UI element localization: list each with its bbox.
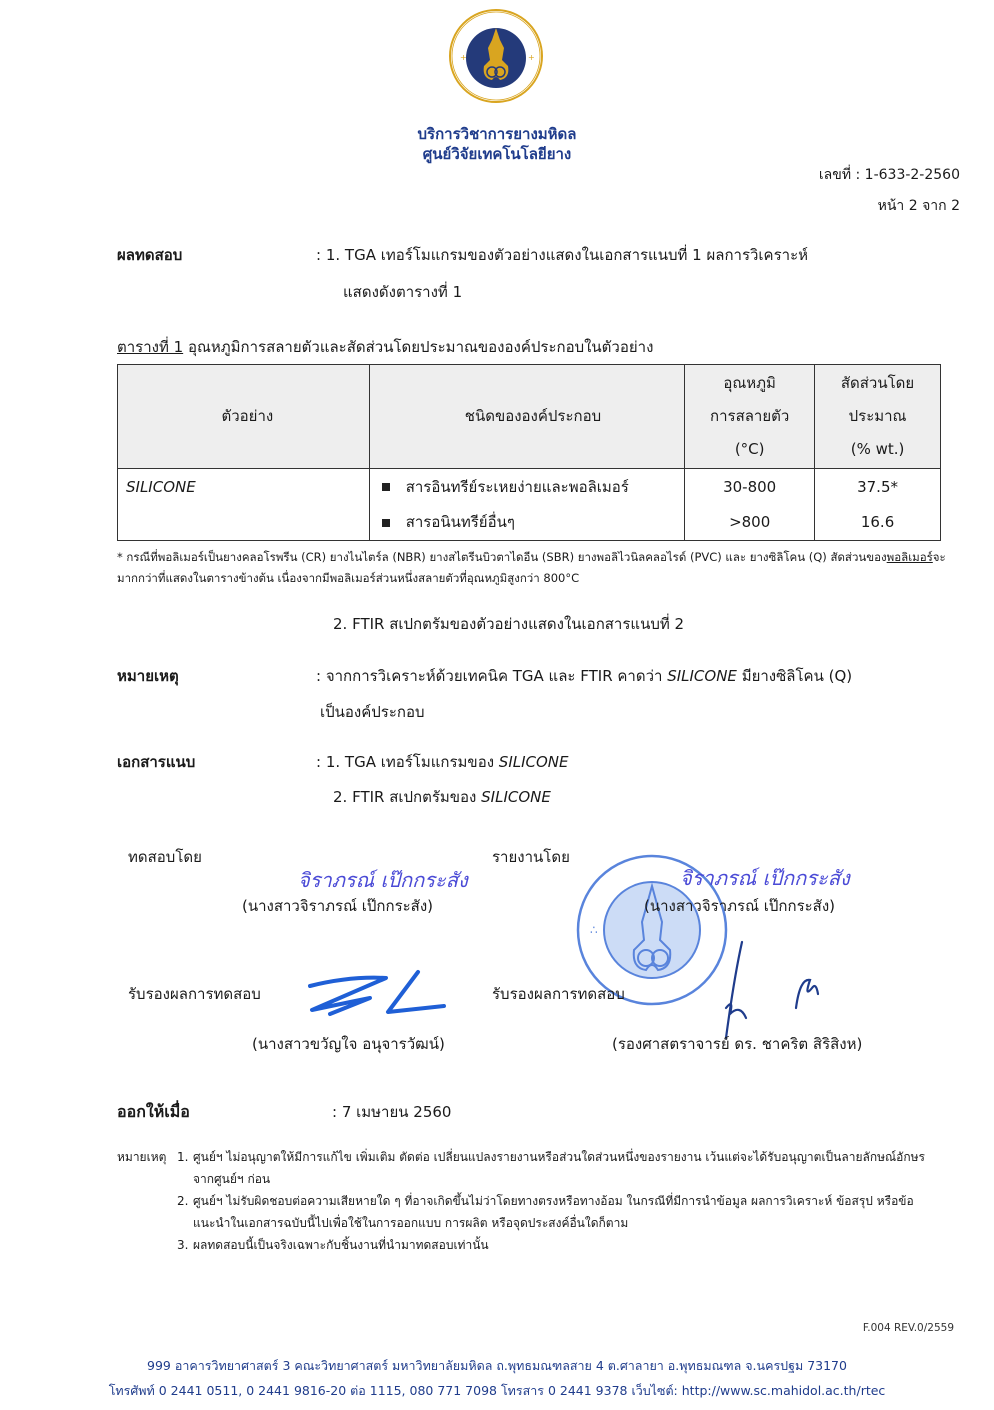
cell-temperature: 30-800 (685, 469, 815, 505)
form-number: F.004 REV.0/2559 (862, 1322, 954, 1334)
square-bullet-icon (382, 519, 390, 527)
table-row (118, 469, 941, 505)
note-text-end: มียางซิลิโคน (Q) (736, 667, 853, 685)
attachments-label: เอกสารแนบ (117, 753, 196, 771)
footnote-underlined: พอลิเมอร์ (886, 550, 933, 564)
table-header-row (118, 365, 941, 469)
cell-component (369, 505, 685, 541)
remark-number: 1. (177, 1150, 189, 1164)
remarks-list (177, 1146, 937, 1256)
remark-text: ศูนย์ฯ ไม่อนุญาตให้มีการแก้ไข เพิ่มเติม ตัดต่อ เปลี่ยนแปลงรายงานหรือส่วนใดส่วนหนึ่งของรายงาน เว้นแต่จะได้รับอนุญาตเป็นลายลักษณ์อักษรจากศูนย์ฯ ก่อน (193, 1150, 925, 1186)
table-caption (117, 337, 653, 357)
document-number: เลขที่ : 1-633-2-2560 (818, 167, 960, 183)
cell-component-text: สารอินทรีย์ระเหยง่ายและพอลิเมอร์ (405, 477, 629, 496)
note-line-2: เป็นองค์ประกอบ (320, 703, 425, 721)
cell-ratio: 16.6 (815, 505, 941, 541)
svg-text:∴: ∴ (590, 923, 598, 937)
header-ratio (815, 365, 941, 469)
header-ratio-line1: สัดส่วนโดย (840, 374, 915, 392)
header-ratio-line2: ประมาณ (848, 407, 907, 425)
certified-right-label: รับรองผลการทดสอบ (492, 985, 625, 1003)
page-number: หน้า 2 จาก 2 (877, 198, 960, 214)
reported-by-label: รายงานโดย (492, 848, 570, 866)
cell-sample (118, 505, 370, 541)
footnote-text-2: จะมากกว่าที่แสดงในตารางข้างต้น เนื่องจากมีพอลิเมอร์ส่วนหนึ่งสลายตัวที่อุณหภูมิสูงกว่า 800°C (117, 550, 946, 585)
attachment-item-2 (333, 787, 551, 807)
header-component: ชนิดขององค์ประกอบ (369, 365, 685, 469)
reported-by-signature: จิราภรณ์ เป๊กกระสัง (680, 866, 850, 890)
cell-ratio: 37.5* (815, 469, 941, 505)
attachment-sample-name: SILICONE (498, 753, 569, 771)
certified-left-label: รับรองผลการทดสอบ (128, 985, 261, 1003)
certified-right-name: (รองศาสตราจารย์ ดร. ชาคริต สิริสิงห) (612, 1035, 863, 1053)
table-row (118, 505, 941, 541)
remark-text: ผลทดสอบนี้เป็นจริงเฉพาะกับชิ้นงานที่นำมาทดสอบเท่านั้น (193, 1238, 489, 1252)
header-temperature-line3: (°C) (734, 440, 765, 458)
header-temperature-line2: การสลายตัว (710, 407, 790, 425)
square-bullet-icon (382, 483, 390, 491)
footnote-text-1: * กรณีที่พอลิเมอร์เป็นยางคลอโรพรีน (CR) ยางไนไตร์ล (NBR) ยางสไตรีนบิวตาไดอีน (SBR) ยางพอลิไวนิลคลอไรด์ (PVC) และ ยางซิลิโคน (Q) สัดส่วนของ (117, 550, 887, 564)
header-temperature-line1: อุณหภูมิ (723, 374, 776, 392)
remarks-label: หมายเหตุ (117, 1150, 167, 1164)
table-caption-text: อุณหภูมิการสลายตัวและสัดส่วนโดยประมาณขององค์ประกอบในตัวอย่าง (183, 338, 654, 356)
attachment-text: 2. FTIR สเปกตรัมของ (333, 788, 482, 806)
header-ratio-line3: (% wt.) (850, 440, 905, 458)
organization-subname: ศูนย์วิจัยเทคโนโลยียาง (422, 145, 572, 163)
attachment-sample-name: SILICONE (481, 788, 551, 806)
university-logo-icon (448, 8, 544, 104)
footer-contact: โทรศัพท์ 0 2441 0511, 0 2441 9816-20 ต่อ 1115, 080 771 7098 โทรสาร 0 2441 9378 เว็บไซต์: http://www.sc.mahidol.ac.th/rtec (108, 1383, 886, 1398)
attachment-item-1 (316, 752, 569, 772)
remark-item (177, 1234, 937, 1256)
note-label: หมายเหตุ (117, 667, 179, 685)
header-temperature (685, 365, 815, 469)
remark-item (177, 1190, 937, 1234)
remark-number: 3. (177, 1238, 189, 1252)
results-item-2: 2. FTIR สเปกตรัมของตัวอย่างแสดงในเอกสารแนบที่ 2 (333, 615, 685, 633)
tested-by-signature: จิราภรณ์ เป๊กกระสัง (298, 868, 468, 892)
remark-text: ศูนย์ฯ ไม่รับผิดชอบต่อความเสียหายใด ๆ ที่อาจเกิดขึ้นไม่ว่าโดยทางตรงหรือทางอ้อม ในกรณีที่มีการนำข้อมูล ผลการวิเคราะห์ ข้อสรุป หรือข้อแนะนำในเอกสารฉบับนี้ไปเพื่อใช้ในการออกแบบ การผลิต หรือจุดประสงค์อื่นใดก็ตาม (193, 1194, 914, 1230)
issued-date: : 7 เมษายน 2560 (332, 1103, 452, 1121)
cell-component (369, 469, 685, 505)
svg-text:+: + (460, 53, 467, 62)
header-sample: ตัวอย่าง (118, 365, 370, 469)
remark-number: 2. (177, 1194, 189, 1208)
results-item-1-cont: แสดงดังตารางที่ 1 (343, 283, 463, 301)
cell-component-text: สารอนินทรีย์อื่นๆ (405, 513, 515, 532)
tested-by-label: ทดสอบโดย (128, 848, 202, 866)
cell-sample: SILICONE (118, 469, 370, 505)
table-footnote (117, 547, 967, 589)
results-label: ผลทดสอบ (117, 246, 183, 264)
footer-address: 999 อาคารวิทยาศาสตร์ 3 คณะวิทยาศาสตร์ มหาวิทยาลัยมหิดล ถ.พุทธมณฑลสาย 4 ต.ศาลายา อ.พุทธมณฑล จ.นครปฐม 73170 (147, 1358, 847, 1373)
tested-by-name: (นางสาวจิราภรณ์ เป๊กกระสัง) (242, 897, 434, 915)
svg-text:+: + (528, 53, 535, 62)
cell-temperature: >800 (685, 505, 815, 541)
results-table (117, 364, 941, 541)
note-sample-name: SILICONE (667, 667, 737, 685)
table-caption-number: ตารางที่ 1 (117, 338, 184, 356)
organization-name: บริการวิชาการยางมหิดล (417, 125, 577, 143)
remarks-section (117, 1146, 925, 1266)
attachment-text: : 1. TGA เทอร์โมแกรมของ (316, 753, 499, 771)
note-line-1 (316, 666, 852, 686)
certifier-right-signature-icon (700, 938, 850, 1048)
certified-left-name: (นางสาวขวัญใจ อนุจารวัฒน์) (252, 1035, 445, 1053)
issued-label: ออกให้เมื่อ (117, 1102, 190, 1121)
remark-item (177, 1146, 937, 1190)
certifier-left-signature-icon (300, 968, 450, 1020)
note-text: : จากการวิเคราะห์ด้วยเทคนิค TGA และ FTIR คาดว่า (316, 667, 668, 685)
results-item-1: : 1. TGA เทอร์โมแกรมของตัวอย่างแสดงในเอกสารแนบที่ 1 ผลการวิเคราะห์ (316, 246, 809, 264)
reported-by-name: (นางสาวจิราภรณ์ เป๊กกระสัง) (644, 897, 836, 915)
